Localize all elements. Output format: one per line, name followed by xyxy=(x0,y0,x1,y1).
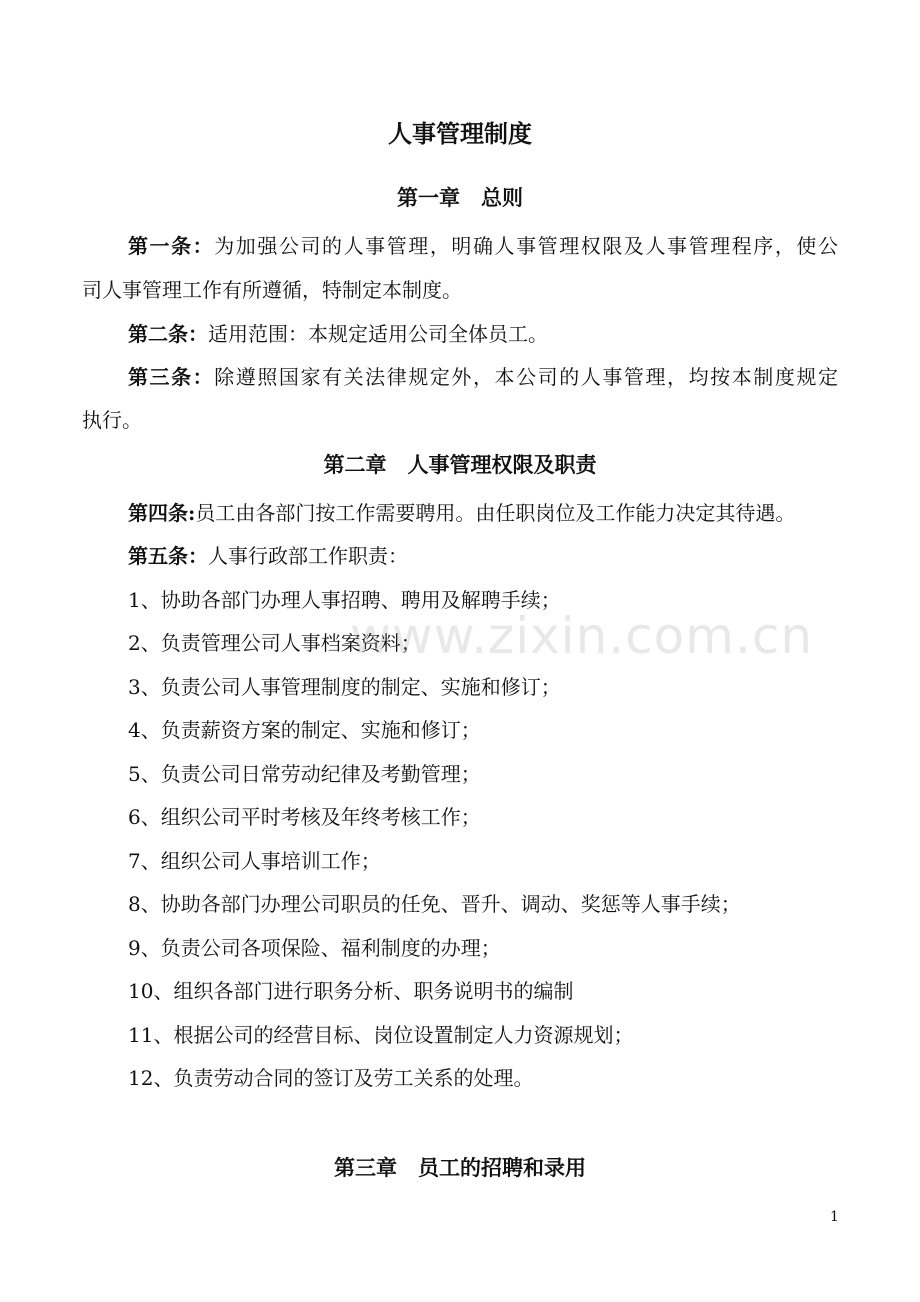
watermark: www.zixin.com.cn xyxy=(350,607,814,665)
article-5-text: 人事行政部工作职责： xyxy=(208,544,408,568)
duty-item-12: 12、负责劳动合同的签订及劳工关系的处理。 xyxy=(128,1066,534,1090)
article-2 xyxy=(128,320,548,348)
duty-item-9: 9、负责公司各项保险、福利制度的办理； xyxy=(128,936,501,960)
chapter-3-heading: 第三章 员工的招聘和录用 xyxy=(334,1155,586,1180)
duty-item-11: 11、根据公司的经营目标、岗位设置制定人力资源规划； xyxy=(128,1023,634,1047)
article-3-line-1 xyxy=(128,363,838,391)
duty-item-5: 5、负责公司日常劳动纪律及考勤管理； xyxy=(128,762,481,786)
article-1-line-1 xyxy=(128,232,838,260)
article-1-label: 第一条： xyxy=(128,234,215,258)
duty-item-7: 7、组织公司人事培训工作； xyxy=(128,849,381,873)
article-5 xyxy=(128,542,408,570)
article-4-label: 第四条: xyxy=(128,501,196,525)
chapter-1-heading: 第一章 总则 xyxy=(397,185,523,210)
duty-item-1: 1、协助各部门办理人事招聘、聘用及解聘手续； xyxy=(128,588,561,612)
article-3-line-2: 执行。 xyxy=(82,408,142,432)
duty-item-10: 10、组织各部门进行职务分析、职务说明书的编制 xyxy=(128,979,574,1003)
duty-item-6: 6、组织公司平时考核及年终考核工作； xyxy=(128,805,481,829)
article-1-line-2: 司人事管理工作有所遵循，特制定本制度。 xyxy=(82,278,462,302)
duty-item-4: 4、负责薪资方案的制定、实施和修订； xyxy=(128,718,481,742)
page-number: 1 xyxy=(830,1209,839,1225)
article-2-text: 适用范围：本规定适用公司全体员工。 xyxy=(208,322,548,346)
article-5-label: 第五条： xyxy=(128,544,208,568)
document-title: 人事管理制度 xyxy=(388,119,532,148)
article-4-text: 员工由各部门按工作需要聘用。由任职岗位及工作能力决定其待遇。 xyxy=(195,501,796,525)
article-2-label: 第二条： xyxy=(128,322,208,346)
article-3-label: 第三条： xyxy=(128,365,215,389)
article-3-text: 除遵照国家有关法律规定外，本公司的人事管理，均按本制度规定 xyxy=(214,365,838,389)
article-1-text: 为加强公司的人事管理，明确人事管理权限及人事管理程序，使公 xyxy=(214,234,838,258)
duty-item-3: 3、负责公司人事管理制度的制定、实施和修订； xyxy=(128,675,561,699)
chapter-2-heading: 第二章 人事管理权限及职责 xyxy=(323,452,597,477)
article-4 xyxy=(128,499,795,527)
duty-item-8: 8、协助各部门办理公司职员的任免、晋升、调动、奖惩等人事手续； xyxy=(128,892,741,916)
duty-item-2: 2、负责管理公司人事档案资料； xyxy=(128,631,421,655)
